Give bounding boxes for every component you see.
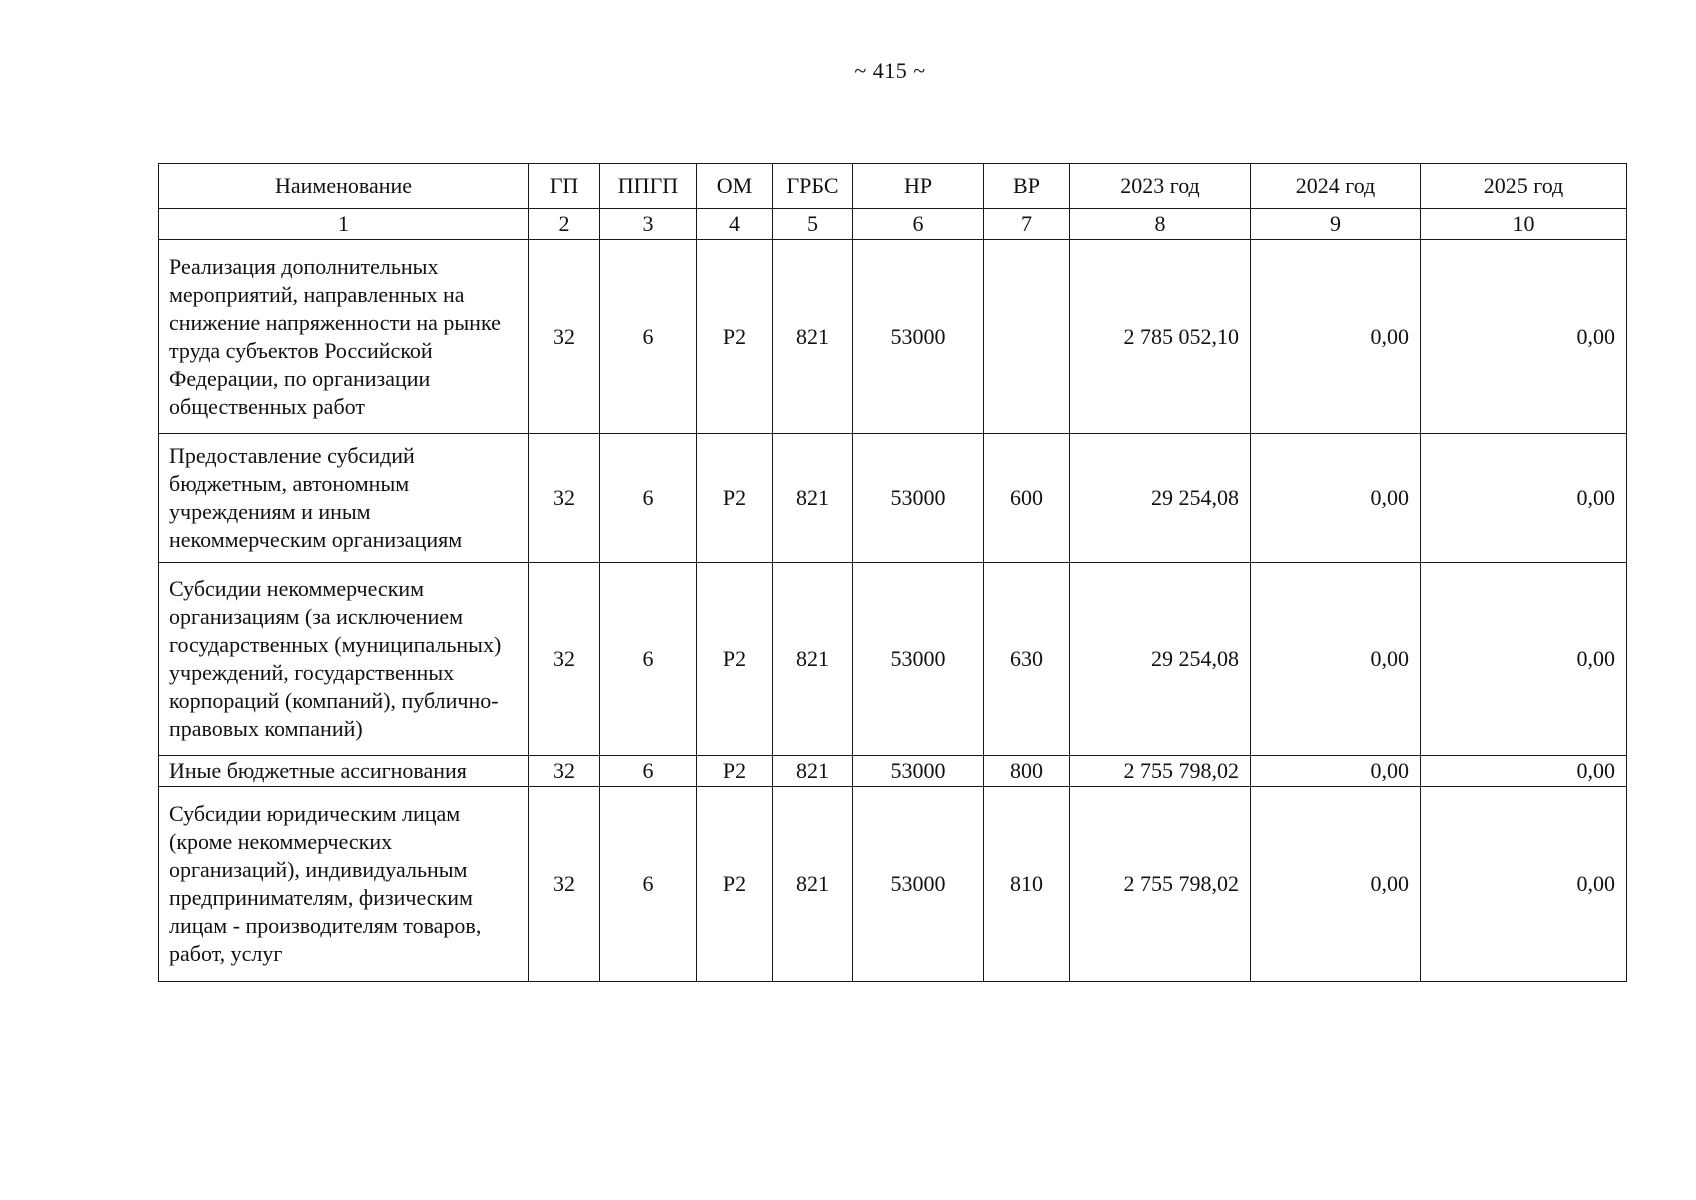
- cell-grbs: 821: [773, 563, 853, 756]
- column-number: 5: [773, 209, 853, 240]
- table-row: [159, 563, 1627, 756]
- cell-2024: 0,00: [1251, 240, 1421, 434]
- column-number: 9: [1251, 209, 1421, 240]
- cell-2023: 2 755 798,02: [1070, 756, 1251, 787]
- cell-om: Р2: [697, 787, 773, 982]
- column-number: 6: [853, 209, 984, 240]
- cell-gp: 32: [529, 240, 600, 434]
- cell-vr: 630: [984, 563, 1070, 756]
- cell-om: Р2: [697, 563, 773, 756]
- column-number: 2: [529, 209, 600, 240]
- header-name: Наименование: [159, 164, 529, 209]
- cell-ppgp: 6: [600, 240, 697, 434]
- cell-2025: 0,00: [1421, 563, 1627, 756]
- cell-vr: 600: [984, 434, 1070, 563]
- cell-om: Р2: [697, 756, 773, 787]
- row-name: Предоставление субсидий бюджетным, автономным учреждениям и иным некоммерческим организациям: [159, 434, 529, 563]
- cell-nr: 53000: [853, 563, 984, 756]
- cell-2025: 0,00: [1421, 434, 1627, 563]
- cell-gp: 32: [529, 434, 600, 563]
- header-om: ОМ: [697, 164, 773, 209]
- table-row: [159, 756, 1627, 787]
- header-2024: 2024 год: [1251, 164, 1421, 209]
- cell-gp: 32: [529, 787, 600, 982]
- budget-table: [158, 163, 1627, 982]
- cell-2025: 0,00: [1421, 756, 1627, 787]
- header-vr: ВР: [984, 164, 1070, 209]
- cell-om: Р2: [697, 434, 773, 563]
- cell-ppgp: 6: [600, 787, 697, 982]
- cell-nr: 53000: [853, 787, 984, 982]
- cell-grbs: 821: [773, 787, 853, 982]
- cell-2023: 29 254,08: [1070, 563, 1251, 756]
- cell-2024: 0,00: [1251, 756, 1421, 787]
- cell-vr: 800: [984, 756, 1070, 787]
- cell-2025: 0,00: [1421, 240, 1627, 434]
- header-2023: 2023 год: [1070, 164, 1251, 209]
- table-row: [159, 240, 1627, 434]
- row-name: Иные бюджетные ассигнования: [159, 756, 529, 787]
- page-number: ~ 415 ~: [854, 58, 926, 83]
- header-2025: 2025 год: [1421, 164, 1627, 209]
- cell-grbs: 821: [773, 240, 853, 434]
- table-row: [159, 787, 1627, 982]
- cell-2025: 0,00: [1421, 787, 1627, 982]
- cell-vr: 810: [984, 787, 1070, 982]
- cell-ppgp: 6: [600, 434, 697, 563]
- cell-grbs: 821: [773, 434, 853, 563]
- cell-om: Р2: [697, 240, 773, 434]
- column-number: 8: [1070, 209, 1251, 240]
- header-nr: НР: [853, 164, 984, 209]
- column-number: 4: [697, 209, 773, 240]
- cell-2024: 0,00: [1251, 787, 1421, 982]
- row-name: Субсидии юридическим лицам (кроме некоммерческих организаций), индивидуальным предпринимателям, физическим лицам - производителям товаров, работ, услуг: [159, 787, 529, 982]
- cell-grbs: 821: [773, 756, 853, 787]
- cell-vr: [984, 240, 1070, 434]
- column-number: 1: [159, 209, 529, 240]
- cell-gp: 32: [529, 563, 600, 756]
- column-number: 10: [1421, 209, 1627, 240]
- cell-2023: 2 785 052,10: [1070, 240, 1251, 434]
- cell-ppgp: 6: [600, 563, 697, 756]
- cell-2023: 29 254,08: [1070, 434, 1251, 563]
- cell-nr: 53000: [853, 434, 984, 563]
- row-name: Субсидии некоммерческим организациям (за исключением государственных (муниципальных) учреждений, государственных корпораций (компаний), публично-правовых компаний): [159, 563, 529, 756]
- cell-gp: 32: [529, 756, 600, 787]
- column-number-row: [159, 209, 1627, 240]
- cell-ppgp: 6: [600, 756, 697, 787]
- header-row: [159, 164, 1627, 209]
- cell-2024: 0,00: [1251, 563, 1421, 756]
- cell-nr: 53000: [853, 756, 984, 787]
- header-gp: ГП: [529, 164, 600, 209]
- header-grbs: ГРБС: [773, 164, 853, 209]
- row-name: Реализация дополнительных мероприятий, направленных на снижение напряженности на рынке труда субъектов Российской Федерации, по организации общественных работ: [159, 240, 529, 434]
- table-row: [159, 434, 1627, 563]
- cell-nr: 53000: [853, 240, 984, 434]
- cell-2024: 0,00: [1251, 434, 1421, 563]
- cell-2023: 2 755 798,02: [1070, 787, 1251, 982]
- header-ppgp: ППГП: [600, 164, 697, 209]
- column-number: 7: [984, 209, 1070, 240]
- column-number: 3: [600, 209, 697, 240]
